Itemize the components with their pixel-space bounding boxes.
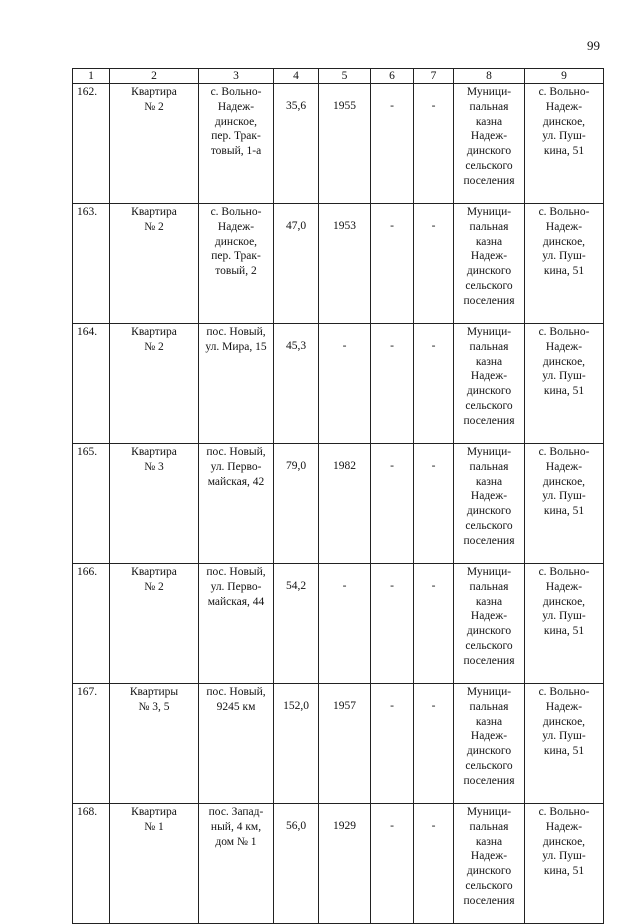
address-cell [199, 684, 274, 804]
column-7-cell: - [414, 204, 454, 324]
address-cell [199, 204, 274, 324]
holder-cell-line: казна [475, 355, 503, 368]
object-name-cell-line: Квартиры [129, 686, 179, 698]
location-cell-line: кина, 51 [543, 265, 585, 278]
holder-cell-line: сельского [465, 639, 513, 652]
row-number-cell: 167. [73, 684, 110, 804]
holder-cell [454, 564, 525, 684]
year-cell: 1982 [319, 444, 371, 564]
object-name-cell-line: № 3 [144, 460, 164, 473]
address-cell-line: ный, 4 км, [210, 820, 262, 833]
address-cell-line: с. Вольно- [210, 206, 262, 218]
location-cell-line: динское, [542, 715, 586, 728]
holder-cell-line: пальная [469, 460, 509, 473]
object-name-cell [110, 564, 199, 684]
location-cell-line: ул. Пуш- [542, 130, 586, 143]
object-name-cell [110, 684, 199, 804]
row-number-cell: 168. [73, 804, 110, 924]
object-name-cell-line: № 1 [144, 820, 164, 833]
location-cell-line: кина, 51 [543, 745, 585, 758]
holder-cell-line: пальная [469, 100, 509, 113]
location-cell-line: Надеж- [545, 100, 583, 113]
object-name-cell-line: Квартира [131, 806, 177, 818]
holder-cell-line: Муници- [466, 326, 512, 338]
year-cell: 1957 [319, 684, 371, 804]
address-cell-line: товый, 1-а [210, 145, 262, 158]
location-cell [525, 84, 604, 204]
holder-cell-line: сельского [465, 399, 513, 412]
column-7-cell: - [414, 84, 454, 204]
column-6-cell: - [371, 564, 414, 684]
location-cell-line: кина, 51 [543, 625, 585, 638]
table-row [73, 204, 604, 324]
table-row [73, 564, 604, 684]
object-name-cell [110, 204, 199, 324]
address-cell-line: ул. Перво- [210, 580, 262, 593]
holder-cell-line: Надеж- [470, 250, 508, 263]
location-cell-line: Надеж- [545, 700, 583, 713]
holder-cell-line: динского [466, 625, 512, 638]
holder-cell-line: Муници- [466, 566, 512, 578]
holder-cell [454, 444, 525, 564]
object-name-cell [110, 444, 199, 564]
table-row [73, 684, 604, 804]
holder-cell-line: поселения [463, 894, 515, 907]
column-header: 8 [454, 69, 525, 84]
holder-cell-line: казна [475, 835, 503, 848]
year-cell: 1955 [319, 84, 371, 204]
column-6-cell: - [371, 684, 414, 804]
holder-cell-line: поселения [463, 294, 515, 307]
column-6-cell: - [371, 204, 414, 324]
year-cell: - [319, 324, 371, 444]
year-cell: 1929 [319, 804, 371, 924]
location-cell [525, 324, 604, 444]
holder-cell-line: сельского [465, 519, 513, 532]
location-cell-line: кина, 51 [543, 145, 585, 158]
column-header: 3 [199, 69, 274, 84]
holder-cell-line: сельского [465, 279, 513, 292]
holder-cell-line: динского [466, 505, 512, 518]
address-cell-line: пос. Новый, [206, 446, 266, 458]
location-cell [525, 444, 604, 564]
object-name-cell-line: № 2 [144, 340, 164, 353]
location-cell-line: кина, 51 [543, 385, 585, 398]
object-name-cell [110, 84, 199, 204]
holder-cell-line: пальная [469, 340, 509, 353]
holder-cell-line: казна [475, 475, 503, 488]
object-name-cell-line: № 2 [144, 220, 164, 233]
address-cell-line: Надеж- [217, 100, 255, 113]
location-cell-line: Надеж- [545, 460, 583, 473]
holder-cell-line: Надеж- [470, 130, 508, 143]
column-header: 9 [525, 69, 604, 84]
location-cell-line: динское, [542, 355, 586, 368]
object-name-cell-line: Квартира [131, 326, 177, 338]
row-number-cell: 163. [73, 204, 110, 324]
address-cell-line: Надеж- [217, 220, 255, 233]
address-cell-line: динское, [214, 115, 258, 128]
table-row [73, 804, 604, 924]
address-cell-line: пос. Новый, [206, 566, 266, 578]
holder-cell-line: сельского [465, 759, 513, 772]
column-header: 1 [73, 69, 110, 84]
row-number-cell: 164. [73, 324, 110, 444]
area-cell: 79,0 [274, 444, 319, 564]
area-cell: 45,3 [274, 324, 319, 444]
location-cell-line: ул. Пуш- [542, 250, 586, 263]
holder-cell-line: Надеж- [470, 730, 508, 743]
location-cell-line: Надеж- [545, 340, 583, 353]
holder-cell-line: динского [466, 385, 512, 398]
holder-cell-line: поселения [463, 414, 515, 427]
holder-cell-line: Надеж- [470, 490, 508, 503]
address-cell [199, 564, 274, 684]
area-cell: 47,0 [274, 204, 319, 324]
holder-cell-line: Муници- [466, 806, 512, 818]
holder-cell-line: динского [466, 145, 512, 158]
holder-cell-line: поселения [463, 774, 515, 787]
holder-cell-line: Муници- [466, 206, 512, 218]
address-cell-line: пос. Новый, [206, 326, 266, 338]
location-cell-line: с. Вольно- [538, 86, 590, 98]
address-cell-line: майская, 44 [207, 595, 265, 608]
location-cell [525, 204, 604, 324]
object-name-cell-line: Квартира [131, 566, 177, 578]
object-name-cell [110, 324, 199, 444]
location-cell-line: с. Вольно- [538, 206, 590, 218]
area-cell: 152,0 [274, 684, 319, 804]
location-cell-line: динское, [542, 595, 586, 608]
holder-cell-line: Муници- [466, 686, 512, 698]
address-cell-line: пер. Трак- [211, 250, 261, 263]
address-cell-line: майская, 42 [207, 475, 265, 488]
row-number-cell: 166. [73, 564, 110, 684]
holder-cell-line: казна [475, 715, 503, 728]
location-cell [525, 804, 604, 924]
holder-cell-line: сельского [465, 159, 513, 172]
row-number-cell: 165. [73, 444, 110, 564]
column-7-cell: - [414, 444, 454, 564]
location-cell-line: ул. Пуш- [542, 490, 586, 503]
address-cell-line: ул. Мира, 15 [205, 340, 267, 353]
row-number-cell: 162. [73, 84, 110, 204]
holder-cell-line: казна [475, 115, 503, 128]
holder-cell-line: динского [466, 865, 512, 878]
column-header: 7 [414, 69, 454, 84]
property-registry-table [72, 68, 604, 924]
year-cell: 1953 [319, 204, 371, 324]
holder-cell-line: Надеж- [470, 370, 508, 383]
table-row [73, 84, 604, 204]
location-cell-line: с. Вольно- [538, 326, 590, 338]
location-cell-line: с. Вольно- [538, 566, 590, 578]
object-name-cell-line: № 2 [144, 580, 164, 593]
location-cell-line: динское, [542, 475, 586, 488]
location-cell-line: Надеж- [545, 220, 583, 233]
column-7-cell: - [414, 684, 454, 804]
object-name-cell [110, 804, 199, 924]
location-cell-line: ул. Пуш- [542, 850, 586, 863]
holder-cell [454, 84, 525, 204]
address-cell [199, 444, 274, 564]
location-cell-line: Надеж- [545, 580, 583, 593]
area-cell: 35,6 [274, 84, 319, 204]
holder-cell-line: казна [475, 235, 503, 248]
column-7-cell: - [414, 564, 454, 684]
holder-cell-line: пальная [469, 820, 509, 833]
holder-cell-line: пальная [469, 220, 509, 233]
location-cell-line: кина, 51 [543, 865, 585, 878]
holder-cell [454, 684, 525, 804]
holder-cell-line: казна [475, 595, 503, 608]
area-cell: 56,0 [274, 804, 319, 924]
location-cell-line: с. Вольно- [538, 806, 590, 818]
location-cell-line: ул. Пуш- [542, 730, 586, 743]
table-row [73, 324, 604, 444]
address-cell-line: с. Вольно- [210, 86, 262, 98]
column-6-cell: - [371, 324, 414, 444]
column-number-header-row [73, 69, 604, 84]
address-cell [199, 84, 274, 204]
object-name-cell-line: Квартира [131, 206, 177, 218]
holder-cell-line: Надеж- [470, 850, 508, 863]
page-number: 99 [587, 38, 600, 53]
holder-cell-line: динского [466, 265, 512, 278]
holder-cell [454, 324, 525, 444]
column-6-cell: - [371, 84, 414, 204]
column-header: 6 [371, 69, 414, 84]
address-cell-line: динское, [214, 235, 258, 248]
column-6-cell: - [371, 444, 414, 564]
object-name-cell-line: Квартира [131, 86, 177, 98]
area-cell: 54,2 [274, 564, 319, 684]
holder-cell-line: Муници- [466, 86, 512, 98]
location-cell-line: динское, [542, 835, 586, 848]
holder-cell-line: поселения [463, 654, 515, 667]
location-cell [525, 564, 604, 684]
registry-body [73, 84, 604, 924]
table-row [73, 444, 604, 564]
column-header: 5 [319, 69, 371, 84]
object-name-cell-line: № 3, 5 [138, 700, 170, 713]
column-7-cell: - [414, 324, 454, 444]
address-cell-line: пос. Запад- [208, 806, 264, 818]
holder-cell-line: Муници- [466, 446, 512, 458]
holder-cell-line: динского [466, 745, 512, 758]
object-name-cell-line: № 2 [144, 100, 164, 113]
column-header: 4 [274, 69, 319, 84]
column-header: 2 [110, 69, 199, 84]
holder-cell-line: поселения [463, 174, 515, 187]
address-cell-line: товый, 2 [215, 265, 257, 278]
location-cell [525, 684, 604, 804]
column-6-cell: - [371, 804, 414, 924]
address-cell-line: 9245 км [216, 700, 256, 713]
holder-cell [454, 804, 525, 924]
address-cell-line: ул. Перво- [210, 460, 262, 473]
location-cell-line: Надеж- [545, 820, 583, 833]
location-cell-line: ул. Пуш- [542, 610, 586, 623]
object-name-cell-line: Квартира [131, 446, 177, 458]
address-cell-line: пос. Новый, [206, 686, 266, 698]
holder-cell [454, 204, 525, 324]
location-cell-line: с. Вольно- [538, 446, 590, 458]
location-cell-line: динское, [542, 115, 586, 128]
holder-cell-line: поселения [463, 534, 515, 547]
holder-cell-line: пальная [469, 580, 509, 593]
address-cell-line: пер. Трак- [211, 130, 261, 143]
year-cell: - [319, 564, 371, 684]
location-cell-line: с. Вольно- [538, 686, 590, 698]
address-cell [199, 324, 274, 444]
location-cell-line: ул. Пуш- [542, 370, 586, 383]
address-cell-line: дом № 1 [215, 835, 257, 848]
column-7-cell: - [414, 804, 454, 924]
location-cell-line: динское, [542, 235, 586, 248]
holder-cell-line: сельского [465, 879, 513, 892]
address-cell [199, 804, 274, 924]
holder-cell-line: Надеж- [470, 610, 508, 623]
holder-cell-line: пальная [469, 700, 509, 713]
location-cell-line: кина, 51 [543, 505, 585, 518]
